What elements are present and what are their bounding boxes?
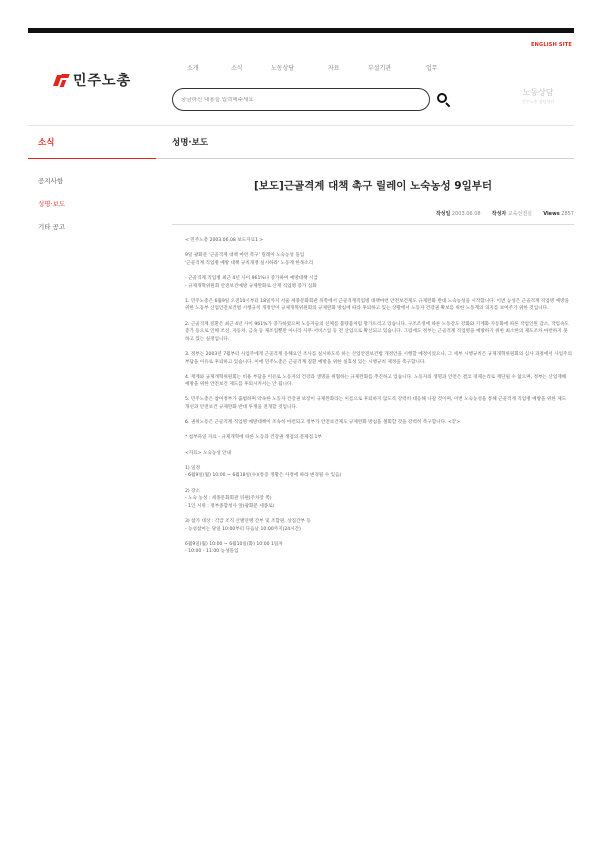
article-meta (436, 210, 574, 217)
meta-views: 2857 (561, 211, 574, 217)
article-paragraph: 3. 정부는 2003년 7월부터 사업주에게 근골격계 유해요인 조사를 실시하도록 하는 산업안전보건법 개정안을 시행할 예정이었으나, 그 세부 시행규칙은 규제개혁위원회의 심사 과정에서 사업주의 부담을 이유로 후퇴하고 있습니다. 이에 민주노총은 근골격계 질환 예방을 위한 실효성 있는 시행규칙 제정을 촉구합니다. (185, 351, 572, 365)
nav-item-resources[interactable]: 자료 (328, 65, 340, 72)
article-paragraph: 2. 근골격계 질환은 최근 4년 사이 961%가 증가하였으며 노동자들의 신체를 불량품처럼 망가뜨리고 있습니다. 구조조정에 따른 노동강도 강화와 기계화·자동화에 따른 작업인원 감소, 작업속도 증가 등으로 인해 조선, 자동차, 금속 등 제조업뿐만 아니라 사무·서비스업 등 전 산업으로 확산되고 있습니다. 그럼에도 정부는 근골격계 직업병을 예방하기 위한 최소한의 제도조차 마련하지 못하고 있는 실정입니다. (185, 321, 569, 342)
meta-author-label: 작성자 (491, 211, 507, 217)
meta-divider (172, 224, 574, 225)
logo[interactable] (55, 70, 131, 90)
search-input[interactable] (181, 97, 411, 103)
article-paragraph: 2) 장소 - 노숙 농성 : 세종문화회관 뒤편(주차장 쪽) - 1인 시위 : 정부종합청사 앞(광화문 세종로) (185, 488, 275, 509)
article-paragraph: - 근골격계 직업병 최근 4년 사이 961%나 증가하여 예방대책 시급 - 규제개혁위원회 안전보건예방 규제완화로 산재 직업병 증가 심화 (185, 275, 318, 289)
meta-date: 2003.06.08 (451, 211, 481, 217)
article-paragraph: * 첨부파일 자료 - 규제개혁에 따른 노동과 건강권 쟁점의 문제점 1부 (185, 435, 322, 441)
english-site-link[interactable]: ENGLISH SITE (531, 42, 572, 48)
article-paragraph: 9일 광화문 '근골격계 대책 마련 촉구' 릴레이 노숙농성 돌입 '근골격계 직업병 예방 대책 규칙개정 실시하라' 노동계 한목소리 (185, 253, 314, 266)
title-divider (28, 158, 574, 159)
meta-views-label: Views (543, 211, 560, 217)
meta-date-label: 작성일 (435, 211, 451, 217)
article-paragraph: 5. 민주노총은 참여정부가 출범하며 약속한 노동자 건강권 보장이 규제완화라는 이름으로 후퇴하지 않도록 강력히 대응해 나갈 것이며, 이번 노숙농성을 통해 근골격계 직업병 예방을 위한 제도 개선과 안전보건 규제완화 반대 투쟁을 전개할 것입니다. (185, 397, 567, 411)
article-paragraph: 3) 참가 대상 : 각급 조직 산별연맹 간부 및 조합원, 상집간부 등 - 농성참여는 당일 10:00부터 다음날 10:00까지(24시간) (185, 518, 311, 532)
sidebar-title: 소식 (38, 138, 55, 148)
nav-item-intro[interactable]: 소개 (187, 65, 199, 72)
nav-item-labor-consult[interactable]: 노동상담 (271, 65, 295, 72)
main-nav (187, 63, 456, 72)
article-body (185, 237, 572, 564)
sidebar-menu (38, 176, 65, 245)
logo-text: 민주노총 (73, 73, 132, 89)
article-paragraph: 1) 일정 - 6월9일(월) 10:00 ~ 6월18일(수)(통증 정황은 사정에 따라 변경될 수 있음) (185, 465, 342, 479)
article-paragraph: 6월9일(월) 10:00 ~ 6월10일(화) 10:00 1팀차 - 10:00 - 11:00 농성돌입 (185, 541, 283, 555)
logo-mark-icon (55, 73, 69, 87)
article-paragraph: 4. 재계와 규제개혁위원회는 비용 부담을 이유로 노동자의 건강과 생명을 위협하는 규제완화를 추진하고 있습니다. 노동자의 생명과 안전은 결코 경제논리로 재단될 수 없으며, 정부는 산업재해 예방을 위한 안전보건 제도를 후퇴시켜서는 안 됩니다. (185, 374, 567, 388)
nav-item-affiliates[interactable]: 부설기관 (368, 65, 392, 72)
page-title: 성명·보도 (172, 138, 209, 148)
article-paragraph: < 민주노총 2003.06.08 보도자료1 > (185, 238, 264, 243)
sidebar-item-statements[interactable]: 성명·보도 (38, 200, 66, 208)
labor-consult-badge[interactable] (522, 87, 554, 105)
search-box (172, 88, 430, 111)
sidebar-item-notice[interactable]: 공지사항 (38, 177, 64, 185)
article-paragraph: <자료> 노숙농성 안내 (185, 450, 232, 456)
meta-author: 교육선전실 (507, 211, 532, 217)
labor-consult-badge-title: 노동상담 (522, 88, 554, 97)
search-icon[interactable] (437, 93, 451, 107)
top-black-bar (28, 28, 574, 33)
nav-item-work[interactable]: 업무 (426, 65, 438, 72)
article-title: [보도]근골격계 대책 촉구 릴레이 노숙농성 9일부터 (253, 180, 493, 192)
nav-item-news[interactable]: 소식 (231, 65, 243, 72)
header-divider (28, 125, 574, 126)
labor-consult-badge-sub: 민주노총 상담센터 (522, 99, 555, 104)
sidebar-item-other-notices[interactable]: 기타 공고 (38, 223, 66, 231)
article-paragraph: 1. 민주노총은 6월9일 오전10시부터 18일까지 서울 세종문화회관 뒤쪽에서 근골격계직업병 대책마련 안전보건제도 규제완화 반대 노숙농성을 시작합니다. 이번 농성은 근골격계 직업병 예방을 위한 노동부 산업안전보건법 시행규칙 개정안이 규제개혁위원회의 규제완화 방침에 따라 후퇴하고 있는 상황에서 노동자 건강권 확보를 위한 노동계의 의지를 보여주기 위한 것입니다. (185, 298, 569, 312)
article-paragraph: 6. 권위노동은 근골격계 직업병 예방대책이 조속히 마련되고 정부가 안전보건제도 규제완화 방침을 철회할 것을 강력히 촉구합니다. <끝> (185, 420, 461, 426)
